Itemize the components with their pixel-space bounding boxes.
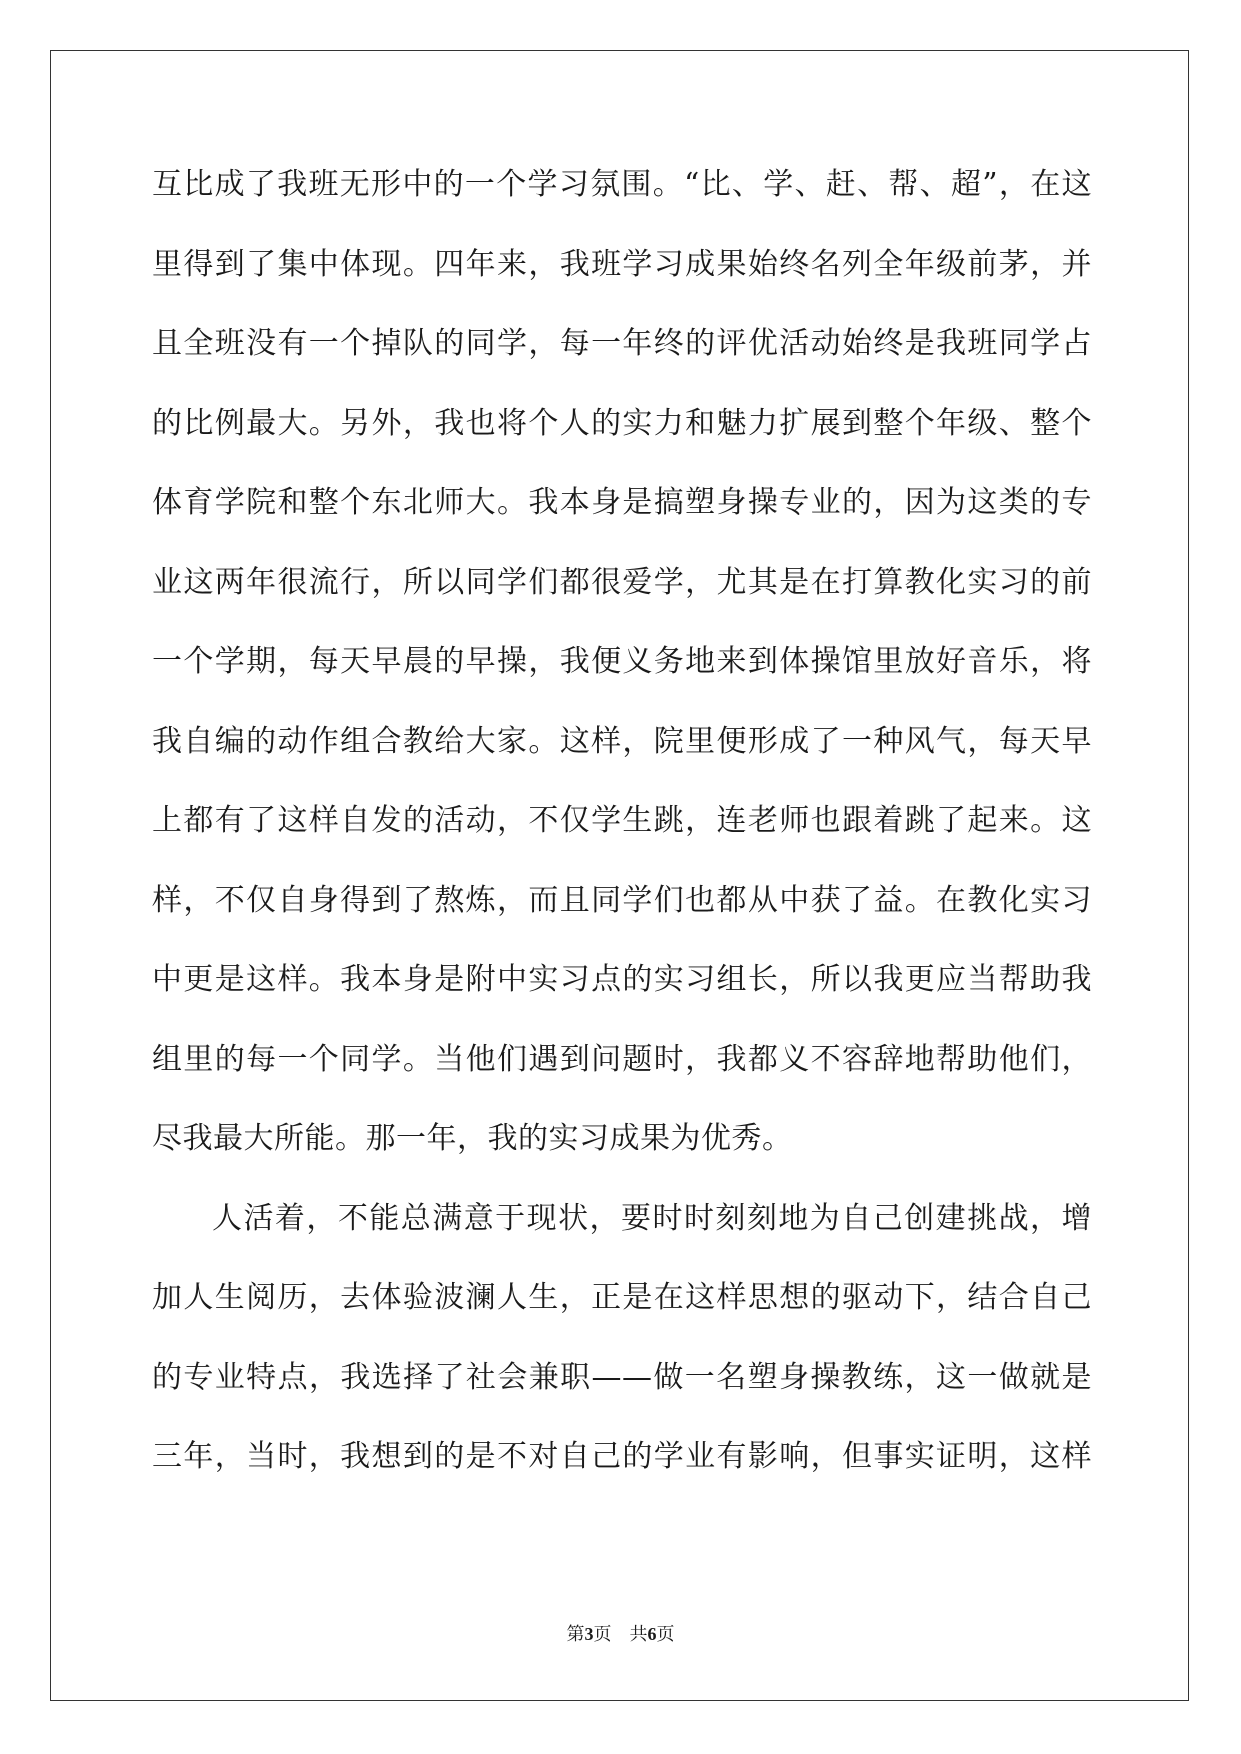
- page-separator: 页 共: [593, 1624, 648, 1644]
- text-line: 三年，当时，我想到的是不对自己的学业有影响，但事实证明，这样: [152, 1439, 1092, 1474]
- text-line: 组里的每一个同学。当他们遇到问题时，我都义不容辞地帮助他们，: [152, 1041, 1092, 1077]
- text-line: 的专业特点，我选择了社会兼职——做一名塑身操教练，这一做就是: [152, 1359, 1092, 1395]
- text-line: 一个学期，每天早晨的早操，我便义务地来到体操馆里放好音乐，将: [152, 644, 1092, 679]
- text-line: 我自编的动作组合教给大家。这样，院里便形成了一种风气，每天早: [152, 723, 1092, 759]
- text-line: 尽我最大所能。那一年，我的实习成果为优秀。: [152, 1121, 793, 1156]
- page-suffix: 页: [656, 1624, 675, 1644]
- current-page-number: 3: [584, 1624, 594, 1644]
- text-line: 样，不仅自身得到了熬炼，而且同学们也都从中获了益。在教化实习: [152, 882, 1092, 918]
- page-footer: [0, 1620, 1241, 1646]
- text-line: 加人生阅历，去体验波澜人生，正是在这样思想的驱动下，结合自己: [152, 1280, 1092, 1315]
- text-line: 的比例最大。另外，我也将个人的实力和魅力扩展到整个年级、整个: [152, 405, 1092, 441]
- text-line: 里得到了集中体现。四年来，我班学习成果始终名列全年级前茅，并: [152, 246, 1092, 282]
- text-line: 业这两年很流行，所以同学们都很爱学，尤其是在打算教化实习的前: [152, 564, 1092, 600]
- total-pages-number: 6: [647, 1624, 657, 1644]
- text-line: 且全班没有一个掉队的同学，每一年终的评优活动始终是我班同学占: [152, 326, 1092, 361]
- paragraph-first-line: 人活着，不能总满意于现状，要时时刻刻地为自己创建挑战，增: [212, 1200, 1092, 1236]
- page-prefix: 第: [566, 1624, 585, 1644]
- document-body: [152, 160, 1092, 1512]
- text-line: 中更是这样。我本身是附中实习点的实习组长，所以我更应当帮助我: [152, 962, 1092, 997]
- text-line: 上都有了这样自发的活动，不仅学生跳，连老师也跟着跳了起来。这: [152, 803, 1092, 838]
- text-line: 体育学院和整个东北师大。我本身是搞塑身操专业的，因为这类的专: [152, 485, 1092, 520]
- text-line: 互比成了我班无形中的一个学习氛围。“比、学、赶、帮、超”，在这: [152, 167, 1092, 202]
